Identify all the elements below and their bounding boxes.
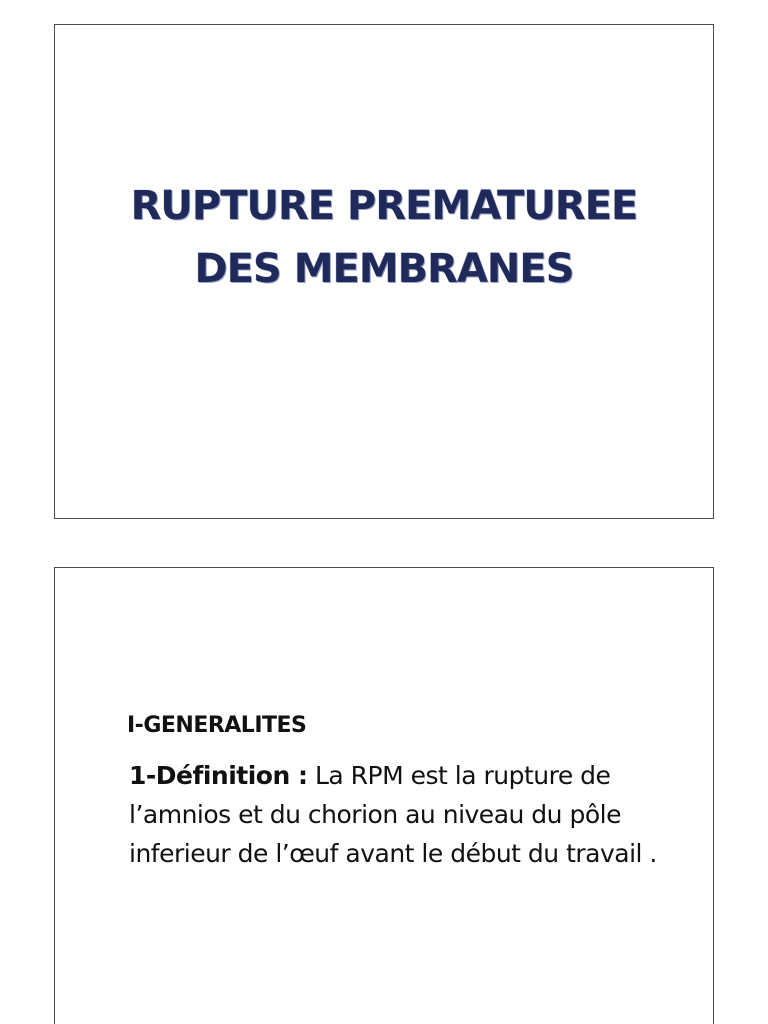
content-slide — [54, 567, 714, 1024]
definition-text: La RPM est la rupture de l’amnios et du chorion au niveau du pôle inferieur de l’œuf avant le début du travail . — [129, 761, 657, 868]
slide-title-line-2: DES MEMBRANES — [194, 246, 574, 292]
slide-title — [55, 175, 713, 301]
definition-label: 1-Définition : — [129, 761, 308, 790]
title-slide — [54, 24, 714, 519]
slide-title-line-1: RUPTURE PREMATUREE — [130, 183, 638, 229]
definition-paragraph — [127, 756, 707, 873]
section-heading: I-GENERALITES — [127, 713, 307, 738]
slide-body — [127, 708, 707, 873]
